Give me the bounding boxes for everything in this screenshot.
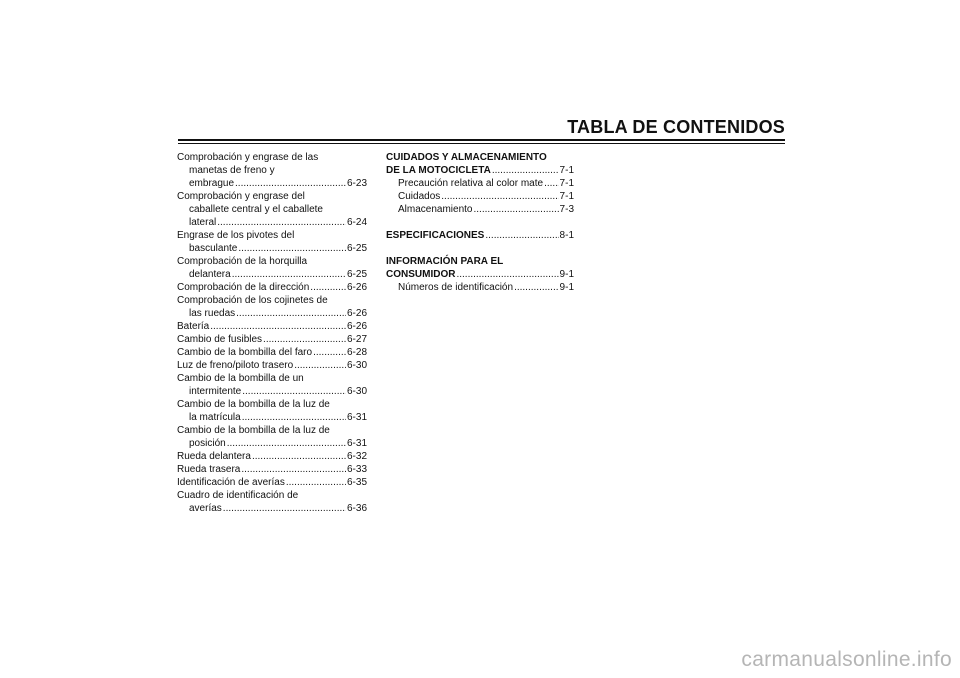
dot-leader	[286, 476, 346, 489]
toc-entry-final-line[interactable]	[386, 190, 574, 203]
dot-leader	[263, 333, 346, 346]
toc-entry-text: caballete central y el caballete	[189, 204, 323, 215]
toc-page-number: 6-26	[346, 321, 367, 332]
toc-section	[386, 229, 574, 242]
toc-entry-line	[386, 151, 574, 164]
dot-leader	[236, 307, 346, 320]
toc-entry-text: Almacenamiento	[398, 204, 473, 215]
toc-entry-text: Cuadro de identificación de	[177, 490, 299, 501]
toc-entry-text: intermitente	[189, 386, 242, 397]
toc-entry-final-line[interactable]	[177, 463, 367, 476]
section-gap	[386, 216, 574, 229]
toc-page-number: 9-1	[559, 269, 574, 280]
toc-entry-text: Luz de freno/piloto trasero	[177, 360, 294, 371]
toc-page-number: 6-36	[346, 503, 367, 514]
toc-entry-final-line[interactable]	[177, 307, 367, 320]
toc-entry-text: Cuidados	[398, 191, 441, 202]
toc-entry-final-line[interactable]	[177, 450, 367, 463]
dot-leader	[235, 177, 346, 190]
dot-leader	[492, 164, 559, 177]
toc-entry-line	[177, 229, 367, 242]
toc-entry-line	[177, 203, 367, 216]
toc-entry-text: ESPECIFICACIONES	[386, 230, 485, 241]
section-gap	[386, 242, 574, 255]
toc-page-number: 6-24	[346, 217, 367, 228]
dot-leader	[217, 216, 346, 229]
toc-page-number: 6-32	[346, 451, 367, 462]
toc-entry-text: Comprobación de la dirección	[177, 282, 310, 293]
toc-left-column	[177, 151, 367, 515]
dot-leader	[456, 268, 558, 281]
toc-entry-final-line[interactable]	[177, 359, 367, 372]
toc-entry-text: CUIDADOS Y ALMACENAMIENTO	[386, 152, 547, 163]
toc-entry	[177, 359, 367, 372]
toc-page-number: 6-33	[346, 464, 367, 475]
toc-page-number: 6-28	[346, 347, 367, 358]
toc-page-number: 7-1	[559, 191, 574, 202]
toc-entry-text: Números de identificación	[398, 282, 514, 293]
toc-entry	[177, 398, 367, 424]
toc-entry-text: Comprobación de los cojinetes de	[177, 295, 328, 306]
dot-leader	[294, 359, 346, 372]
dot-leader	[514, 281, 558, 294]
dot-leader	[242, 385, 346, 398]
dot-leader	[238, 242, 346, 255]
toc-entry-line	[177, 151, 367, 164]
toc-entry-final-line[interactable]	[386, 164, 574, 177]
toc-entry-line	[177, 164, 367, 177]
toc-entry-final-line[interactable]	[177, 333, 367, 346]
toc-entry-final-line[interactable]	[386, 177, 574, 190]
toc-page-number: 8-1	[559, 230, 574, 241]
toc-entry	[177, 320, 367, 333]
toc-entry-final-line[interactable]	[177, 385, 367, 398]
toc-entry-text: Cambio de la bombilla de un	[177, 373, 304, 384]
toc-page-number: 6-30	[346, 386, 367, 397]
toc-entry-final-line[interactable]	[177, 346, 367, 359]
toc-entry-text: Cambio de la bombilla de la luz de	[177, 399, 330, 410]
toc-entry-final-line[interactable]	[177, 281, 367, 294]
toc-entry	[177, 229, 367, 255]
dot-leader	[223, 502, 346, 515]
toc-entry-text: Cambio de la bombilla del faro	[177, 347, 313, 358]
toc-entry-line	[386, 255, 574, 268]
dot-leader	[485, 229, 558, 242]
dot-leader	[242, 411, 346, 424]
toc-entry-final-line[interactable]	[177, 242, 367, 255]
toc-entry-final-line[interactable]	[177, 502, 367, 515]
toc-entry-line	[177, 190, 367, 203]
toc-entry-text: Identificación de averías	[177, 477, 285, 488]
toc-entry	[177, 294, 367, 320]
page-title: TABLA DE CONTENIDOS	[567, 117, 785, 137]
title-rule-thick	[178, 139, 785, 141]
toc-entry-text: posición	[189, 438, 226, 449]
toc-entry	[177, 255, 367, 281]
toc-entry	[177, 190, 367, 229]
dot-leader	[313, 346, 346, 359]
toc-entry-text: Cambio de la bombilla de la luz de	[177, 425, 330, 436]
dot-leader	[473, 203, 558, 216]
toc-entry	[177, 281, 367, 294]
toc-entry-final-line[interactable]	[177, 177, 367, 190]
toc-page-number: 6-35	[346, 477, 367, 488]
toc-entry-text: Engrase de los pivotes del	[177, 230, 295, 241]
toc-entry	[177, 346, 367, 359]
toc-entry	[177, 463, 367, 476]
toc-page-number: 6-30	[346, 360, 367, 371]
toc-entry-line	[177, 398, 367, 411]
title-rule-thin	[178, 143, 785, 144]
toc-page-number: 7-3	[559, 204, 574, 215]
toc-entry-line	[177, 255, 367, 268]
toc-entry-final-line[interactable]	[177, 437, 367, 450]
toc-entry-text: delantera	[189, 269, 231, 280]
toc-entry	[177, 489, 367, 515]
toc-entry-text: embrague	[189, 178, 235, 189]
toc-entry-final-line[interactable]	[386, 203, 574, 216]
toc-entry-text: averías	[189, 503, 222, 514]
toc-section	[386, 151, 574, 216]
toc-entry-line	[177, 489, 367, 502]
watermark: carmanualsonline.info	[741, 648, 952, 671]
toc-entry	[177, 476, 367, 489]
toc-entry	[177, 450, 367, 463]
toc-entry-final-line[interactable]	[386, 281, 574, 294]
toc-entry-final-line[interactable]	[177, 320, 367, 333]
dot-leader	[441, 190, 558, 203]
toc-entry-text: CONSUMIDOR	[386, 269, 456, 280]
toc-entry-text: Comprobación y engrase de las	[177, 152, 319, 163]
toc-page-number: 6-31	[346, 412, 367, 423]
toc-entry-final-line[interactable]	[177, 268, 367, 281]
toc-page-number: 6-27	[346, 334, 367, 345]
dot-leader	[232, 268, 346, 281]
toc-entry-final-line[interactable]	[177, 476, 367, 489]
toc-section	[386, 255, 574, 294]
toc-entry	[177, 372, 367, 398]
toc-entry-text: Cambio de fusibles	[177, 334, 263, 345]
toc-entry-text: Rueda trasera	[177, 464, 241, 475]
toc-entry-text: Precaución relativa al color mate	[398, 178, 544, 189]
toc-page-number: 6-31	[346, 438, 367, 449]
dot-leader	[310, 281, 346, 294]
toc-entry-text: la matrícula	[189, 412, 241, 423]
dot-leader	[227, 437, 346, 450]
dot-leader	[241, 463, 346, 476]
toc-page-number: 6-25	[346, 243, 367, 254]
toc-page-number: 6-23	[346, 178, 367, 189]
toc-entry-text: Comprobación y engrase del	[177, 191, 305, 202]
toc-entry-text: basculante	[189, 243, 238, 254]
toc-entry	[177, 333, 367, 346]
toc-entry	[177, 151, 367, 190]
toc-entry-text: las ruedas	[189, 308, 236, 319]
toc-page-number: 9-1	[559, 282, 574, 293]
toc-entry-line	[177, 424, 367, 437]
toc-page-number: 6-26	[346, 282, 367, 293]
toc-entry-final-line[interactable]	[177, 216, 367, 229]
toc-entry	[177, 424, 367, 450]
dot-leader	[252, 450, 346, 463]
toc-entry-text: DE LA MOTOCICLETA	[386, 165, 491, 176]
toc-entry-final-line[interactable]	[177, 411, 367, 424]
toc-entry-final-line[interactable]	[386, 229, 574, 242]
toc-entry-line	[177, 294, 367, 307]
dot-leader	[544, 177, 558, 190]
toc-right-column	[386, 151, 574, 294]
toc-entry-final-line[interactable]	[386, 268, 574, 281]
toc-page-number: 7-1	[559, 165, 574, 176]
toc-entry-text: Comprobación de la horquilla	[177, 256, 308, 267]
toc-entry-text: INFORMACIÓN PARA EL	[386, 256, 504, 267]
toc-entry-text: manetas de freno y	[189, 165, 275, 176]
toc-page-number: 7-1	[559, 178, 574, 189]
toc-entry-text: lateral	[189, 217, 217, 228]
toc-entry-line	[177, 372, 367, 385]
toc-entry-text: Batería	[177, 321, 210, 332]
dot-leader	[210, 320, 346, 333]
toc-page-number: 6-25	[346, 269, 367, 280]
toc-entry-text: Rueda delantera	[177, 451, 251, 462]
toc-page-number: 6-26	[346, 308, 367, 319]
